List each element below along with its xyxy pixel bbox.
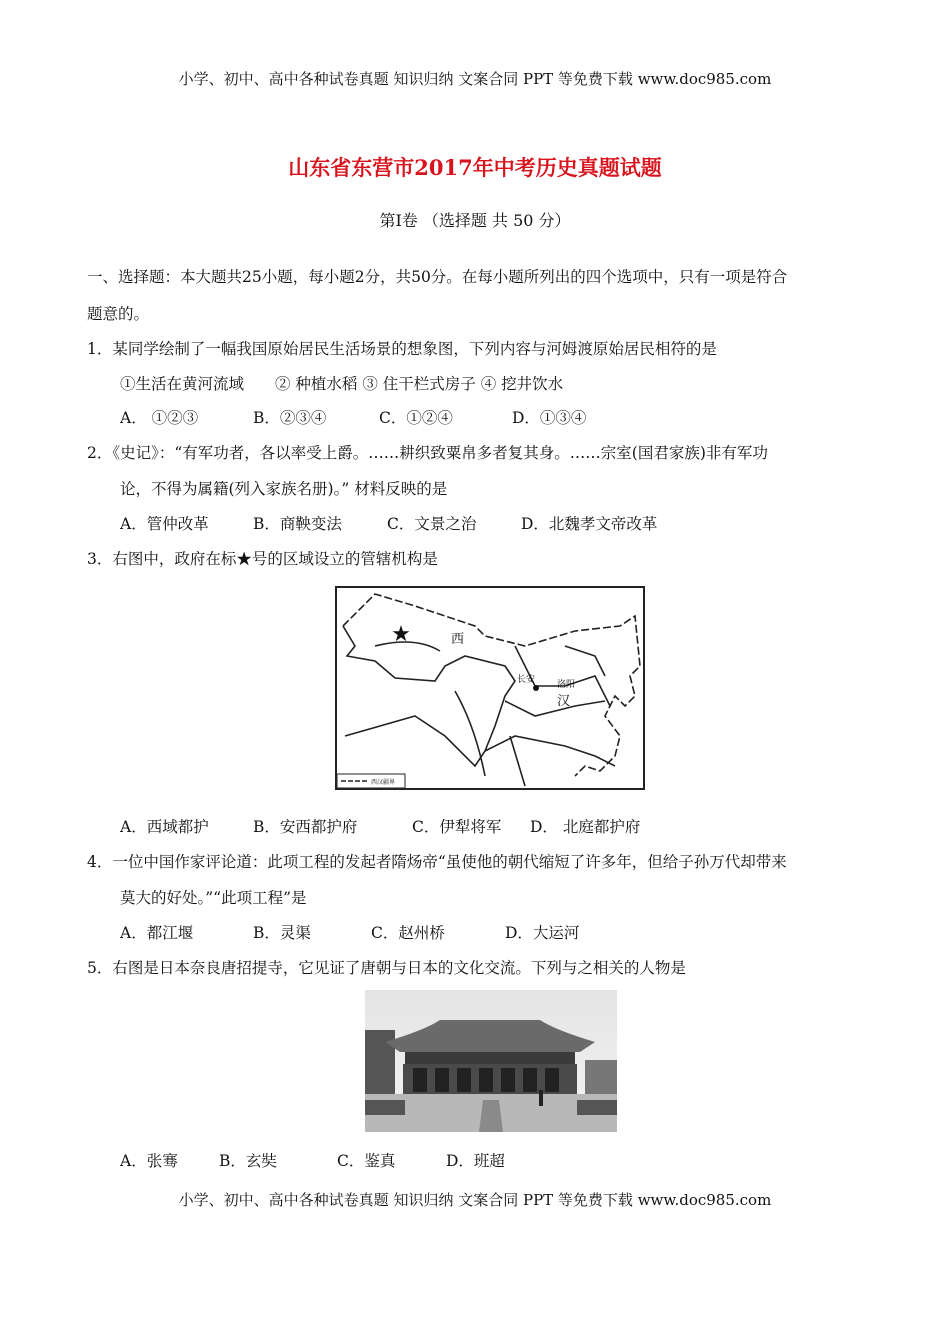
question-4-stem-cont: 莫大的好处。”“此项工程”是 (120, 889, 307, 907)
question-1-stem: 1．某同学绘制了一幅我国原始居民生活场景的想象图，下列内容与河姆渡原始居民相符的是 (87, 340, 717, 358)
option-b: B．灵渠 (253, 924, 311, 942)
option-a: A． ①②③ (120, 409, 199, 427)
option-b: B．②③④ (253, 409, 327, 427)
map-legend: 西汉疆界 (371, 779, 396, 786)
western-han-map (335, 586, 645, 790)
question-3-stem: 3．右图中，政府在标★号的区域设立的管辖机构是 (87, 550, 438, 568)
option-c: C．文景之治 (387, 515, 477, 533)
option-b: B．安西都护府 (253, 818, 358, 836)
option-c: C．鉴真 (337, 1152, 396, 1170)
option-d: D．北魏孝文帝改革 (521, 515, 658, 533)
page-footer: 小学、初中、高中各种试卷真题 知识归纳 文案合同 PPT 等免费下载 www.doc985.com (178, 1191, 772, 1209)
option-a: A．都江堰 (120, 924, 194, 942)
option-c: C．赵州桥 (371, 924, 445, 942)
option-d: D．班超 (446, 1152, 505, 1170)
instructions: 一、选择题：本大题共25小题，每小题2分，共50分。在每小题所列出的四个选项中，只有一项是符合 (87, 268, 788, 286)
question-2-stem: 2．《史记》：“有军功者，各以率受上爵。……耕织致粟帛多者复其身。……宗室(国君家族)非有军功 (87, 444, 768, 462)
map-label-changan: 长安 (517, 675, 536, 685)
toshodaiji-temple-photo (365, 990, 617, 1132)
question-1-items: ①生活在黄河流域 ② 种植水稻 ③ 住干栏式房子 ④ 挖井饮水 (120, 375, 564, 393)
map-label-xi: 西 (451, 632, 465, 647)
question-4-stem: 4．一位中国作家评论道：此项工程的发起者隋炀帝“虽使他的朝代缩短了许多年，但给子孙万代却带来 (87, 853, 787, 871)
page-header: 小学、初中、高中各种试卷真题 知识归纳 文案合同 PPT 等免费下载 www.doc985.com (178, 70, 772, 88)
option-d: D．①③④ (512, 409, 587, 427)
option-c: C．①②④ (379, 409, 453, 427)
option-b: B．商鞅变法 (253, 515, 342, 533)
option-a: A．管仲改革 (120, 515, 209, 533)
option-b: B．玄奘 (219, 1152, 277, 1170)
star-marker-icon: ★ (391, 622, 411, 647)
option-c: C．伊犁将军 (412, 818, 502, 836)
map-label-luoyang: 洛阳 (557, 680, 576, 690)
option-a: A．张骞 (120, 1152, 178, 1170)
option-d: D． 北庭都护府 (530, 818, 641, 836)
page-title: 山东省东营市2017年中考历史真题试题 (288, 155, 662, 180)
instructions-cont: 题意的。 (87, 305, 150, 323)
question-5-stem: 5．右图是日本奈良唐招提寺，它见证了唐朝与日本的文化交流。下列与之相关的人物是 (87, 959, 686, 977)
map-label-han: 汉 (557, 694, 571, 709)
option-d: D．大运河 (505, 924, 580, 942)
section-subtitle: 第Ⅰ卷 （选择题 共 50 分） (379, 211, 571, 230)
option-a: A．西域都护 (120, 818, 209, 836)
question-2-stem-cont: 论，不得为属籍(列入家族名册)。” 材料反映的是 (120, 480, 448, 498)
